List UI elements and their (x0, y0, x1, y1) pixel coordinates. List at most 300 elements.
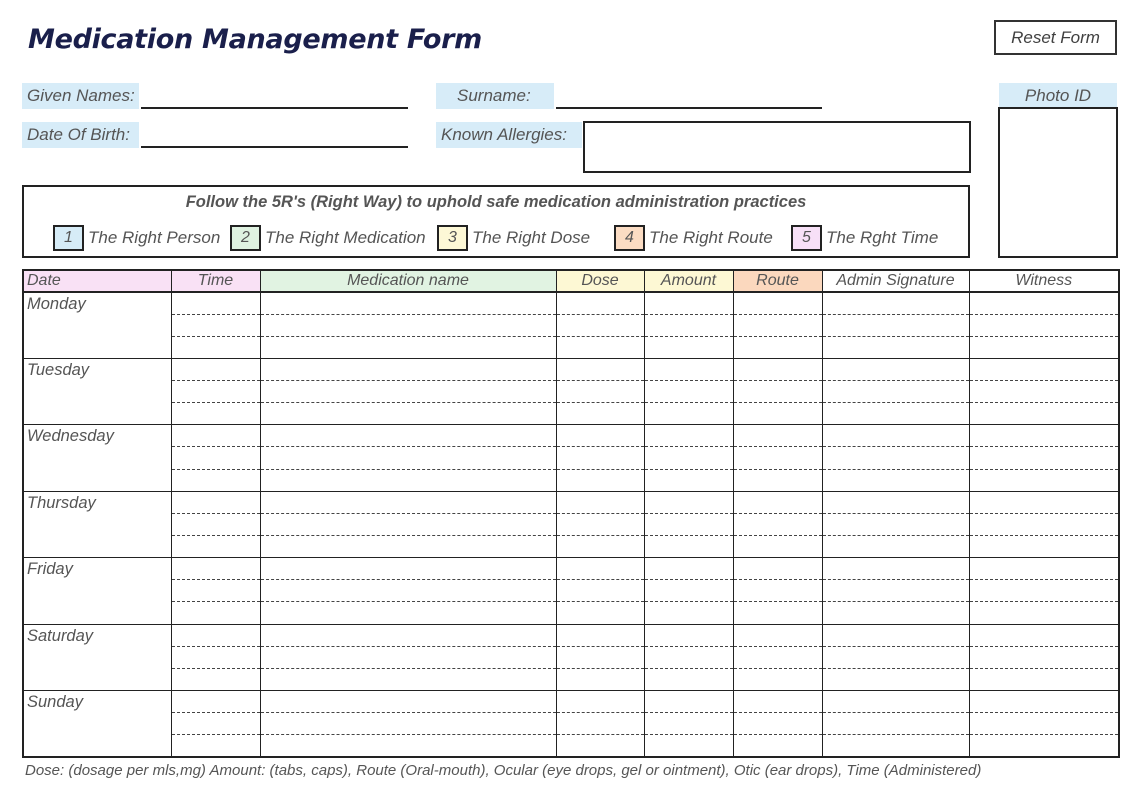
medication-cell (260, 513, 556, 535)
dob-input[interactable] (141, 126, 408, 148)
medication-input[interactable] (261, 536, 556, 557)
signature-input[interactable] (823, 625, 969, 646)
table-row (23, 624, 1119, 646)
signature-cell (822, 314, 969, 336)
amount-input[interactable] (645, 492, 733, 513)
amount-input[interactable] (645, 381, 733, 402)
rule-label: The Right Medication (265, 228, 426, 247)
witness-cell (969, 381, 1119, 403)
medication-cell (260, 403, 556, 425)
rule-number-badge: 4 (614, 225, 645, 251)
signature-input[interactable] (823, 735, 969, 756)
witness-cell (969, 713, 1119, 735)
signature-input[interactable] (823, 691, 969, 712)
signature-input[interactable] (823, 403, 969, 424)
dose-input[interactable] (557, 315, 644, 336)
signature-input[interactable] (823, 315, 969, 336)
witness-input[interactable] (970, 403, 1119, 424)
rule-right-time (791, 225, 938, 251)
amount-input[interactable] (645, 514, 733, 535)
dose-cell (556, 602, 644, 624)
dose-input[interactable] (557, 691, 644, 712)
signature-input[interactable] (823, 381, 969, 402)
medication-cell (260, 713, 556, 735)
route-input[interactable] (734, 492, 822, 513)
signature-input[interactable] (823, 647, 969, 668)
signature-input[interactable] (823, 669, 969, 690)
signature-cell (822, 735, 969, 757)
table-row (23, 602, 1119, 624)
time-input[interactable] (172, 403, 260, 424)
table-row (23, 425, 1119, 447)
signature-cell (822, 624, 969, 646)
witness-cell (969, 513, 1119, 535)
route-input[interactable] (734, 293, 822, 314)
amount-cell (644, 403, 733, 425)
amount-input[interactable] (645, 558, 733, 579)
dose-input[interactable] (557, 625, 644, 646)
dose-cell (556, 491, 644, 513)
dose-input[interactable] (557, 735, 644, 756)
dose-input[interactable] (557, 403, 644, 424)
dose-cell (556, 425, 644, 447)
signature-cell (822, 713, 969, 735)
route-input[interactable] (734, 470, 822, 491)
photo-id-box[interactable] (998, 107, 1118, 258)
route-input[interactable] (734, 514, 822, 535)
time-input[interactable] (172, 558, 260, 579)
five-rights-panel (22, 185, 970, 258)
dose-input[interactable] (557, 293, 644, 314)
allergies-label: Known Allergies: (436, 122, 582, 148)
amount-input[interactable] (645, 647, 733, 668)
dose-input[interactable] (557, 647, 644, 668)
time-cell (171, 558, 260, 580)
dose-cell (556, 381, 644, 403)
witness-cell (969, 602, 1119, 624)
medication-input[interactable] (261, 425, 556, 446)
time-input[interactable] (172, 735, 260, 756)
medication-input[interactable] (261, 735, 556, 756)
dose-cell (556, 691, 644, 713)
medication-cell (260, 381, 556, 403)
table-row (23, 580, 1119, 602)
medication-input[interactable] (261, 447, 556, 468)
amount-input[interactable] (645, 602, 733, 623)
route-input[interactable] (734, 315, 822, 336)
time-input[interactable] (172, 447, 260, 468)
signature-input[interactable] (823, 293, 969, 314)
header-date: Date (23, 270, 171, 292)
route-cell (733, 491, 822, 513)
amount-input[interactable] (645, 625, 733, 646)
amount-input[interactable] (645, 359, 733, 380)
witness-cell (969, 646, 1119, 668)
witness-cell (969, 292, 1119, 314)
signature-input[interactable] (823, 492, 969, 513)
header-amount: Amount (644, 270, 733, 292)
medication-cell (260, 469, 556, 491)
amount-cell (644, 447, 733, 469)
day-cell: Wednesday (23, 425, 171, 491)
dose-input[interactable] (557, 580, 644, 601)
rule-number-badge: 1 (53, 225, 84, 251)
time-cell (171, 735, 260, 757)
dose-cell (556, 358, 644, 380)
witness-input[interactable] (970, 647, 1119, 668)
signature-input[interactable] (823, 470, 969, 491)
witness-input[interactable] (970, 536, 1119, 557)
route-cell (733, 668, 822, 690)
witness-input[interactable] (970, 735, 1119, 756)
amount-cell (644, 469, 733, 491)
signature-input[interactable] (823, 359, 969, 380)
table-row (23, 691, 1119, 713)
route-cell (733, 381, 822, 403)
medication-input[interactable] (261, 625, 556, 646)
time-cell (171, 358, 260, 380)
witness-cell (969, 314, 1119, 336)
amount-input[interactable] (645, 669, 733, 690)
witness-input[interactable] (970, 580, 1119, 601)
witness-input[interactable] (970, 558, 1119, 579)
amount-cell (644, 381, 733, 403)
witness-input[interactable] (970, 669, 1119, 690)
medication-input[interactable] (261, 514, 556, 535)
time-cell (171, 513, 260, 535)
witness-cell (969, 735, 1119, 757)
route-input[interactable] (734, 647, 822, 668)
witness-input[interactable] (970, 602, 1119, 623)
dose-input[interactable] (557, 381, 644, 402)
route-cell (733, 624, 822, 646)
rule-right-medication (230, 225, 426, 251)
day-cell: Saturday (23, 624, 171, 690)
time-cell (171, 646, 260, 668)
dose-input[interactable] (557, 558, 644, 579)
route-input[interactable] (734, 580, 822, 601)
witness-cell (969, 558, 1119, 580)
photo-id-label: Photo ID (999, 83, 1117, 108)
time-cell (171, 491, 260, 513)
dose-cell (556, 469, 644, 491)
medication-input[interactable] (261, 470, 556, 491)
rule-number-badge: 2 (230, 225, 261, 251)
witness-input[interactable] (970, 470, 1119, 491)
amount-input[interactable] (645, 315, 733, 336)
table-row (23, 292, 1119, 314)
time-cell (171, 292, 260, 314)
witness-input[interactable] (970, 691, 1119, 712)
table-row (23, 403, 1119, 425)
route-cell (733, 580, 822, 602)
route-input[interactable] (734, 447, 822, 468)
table-row (23, 558, 1119, 580)
medication-input[interactable] (261, 315, 556, 336)
given-names-label: Given Names: (22, 83, 139, 109)
amount-input[interactable] (645, 713, 733, 734)
signature-input[interactable] (823, 425, 969, 446)
medication-input[interactable] (261, 669, 556, 690)
route-input[interactable] (734, 669, 822, 690)
witness-cell (969, 469, 1119, 491)
dose-cell (556, 336, 644, 358)
signature-cell (822, 469, 969, 491)
dose-cell (556, 513, 644, 535)
route-cell (733, 536, 822, 558)
route-input[interactable] (734, 691, 822, 712)
dose-input[interactable] (557, 713, 644, 734)
allergies-input[interactable] (583, 121, 971, 173)
medication-input[interactable] (261, 381, 556, 402)
route-input[interactable] (734, 602, 822, 623)
time-input[interactable] (172, 669, 260, 690)
dose-cell (556, 646, 644, 668)
amount-input[interactable] (645, 580, 733, 601)
route-cell (733, 558, 822, 580)
time-input[interactable] (172, 713, 260, 734)
time-cell (171, 580, 260, 602)
time-cell (171, 536, 260, 558)
route-cell (733, 691, 822, 713)
table-row (23, 668, 1119, 690)
rule-label: The Right Person (88, 228, 221, 247)
medication-cell (260, 491, 556, 513)
witness-input[interactable] (970, 425, 1119, 446)
dose-input[interactable] (557, 447, 644, 468)
dose-input[interactable] (557, 536, 644, 557)
witness-input[interactable] (970, 713, 1119, 734)
rule-label: The Rght Time (826, 228, 939, 247)
day-cell: Thursday (23, 491, 171, 557)
table-row (23, 735, 1119, 757)
table-header-row (23, 270, 1119, 292)
dose-cell (556, 314, 644, 336)
dose-cell (556, 292, 644, 314)
signature-cell (822, 425, 969, 447)
medication-input[interactable] (261, 602, 556, 623)
amount-cell (644, 558, 733, 580)
header-dose: Dose (556, 270, 644, 292)
route-input[interactable] (734, 403, 822, 424)
time-input[interactable] (172, 625, 260, 646)
amount-cell (644, 580, 733, 602)
medication-input[interactable] (261, 558, 556, 579)
footnote: Dose: (dosage per mls,mg) Amount: (tabs, caps), Route (Oral-mouth), Ocular (eye drops, gel or ointment), Otic (ear drops), Time (Administered) (25, 762, 982, 779)
time-input[interactable] (172, 425, 260, 446)
medication-input[interactable] (261, 293, 556, 314)
amount-cell (644, 691, 733, 713)
time-input[interactable] (172, 315, 260, 336)
route-input[interactable] (734, 735, 822, 756)
day-cell: Sunday (23, 691, 171, 757)
surname-input[interactable] (556, 87, 822, 109)
rule-label: The Right Route (649, 228, 773, 247)
dob-label: Date Of Birth: (22, 122, 139, 148)
time-cell (171, 691, 260, 713)
time-input[interactable] (172, 470, 260, 491)
witness-input[interactable] (970, 315, 1119, 336)
route-cell (733, 403, 822, 425)
signature-input[interactable] (823, 447, 969, 468)
amount-input[interactable] (645, 447, 733, 468)
dose-input[interactable] (557, 602, 644, 623)
amount-cell (644, 491, 733, 513)
signature-cell (822, 513, 969, 535)
day-cell: Friday (23, 558, 171, 624)
signature-input[interactable] (823, 558, 969, 579)
route-input[interactable] (734, 337, 822, 358)
medication-cell (260, 425, 556, 447)
signature-input[interactable] (823, 713, 969, 734)
medication-input[interactable] (261, 713, 556, 734)
witness-cell (969, 358, 1119, 380)
table-row (23, 358, 1119, 380)
amount-cell (644, 713, 733, 735)
medication-cell (260, 668, 556, 690)
medication-cell (260, 735, 556, 757)
route-input[interactable] (734, 625, 822, 646)
signature-input[interactable] (823, 536, 969, 557)
dose-cell (556, 668, 644, 690)
amount-cell (644, 425, 733, 447)
medication-cell (260, 624, 556, 646)
medication-input[interactable] (261, 337, 556, 358)
amount-input[interactable] (645, 470, 733, 491)
time-input[interactable] (172, 580, 260, 601)
dose-cell (556, 447, 644, 469)
signature-input[interactable] (823, 602, 969, 623)
amount-input[interactable] (645, 691, 733, 712)
medication-cell (260, 580, 556, 602)
dose-input[interactable] (557, 470, 644, 491)
signature-cell (822, 558, 969, 580)
dose-input[interactable] (557, 359, 644, 380)
witness-cell (969, 691, 1119, 713)
witness-input[interactable] (970, 625, 1119, 646)
signature-input[interactable] (823, 514, 969, 535)
day-cell: Monday (23, 292, 171, 358)
signature-cell (822, 646, 969, 668)
time-cell (171, 624, 260, 646)
rule-number-badge: 3 (437, 225, 468, 251)
medication-cell (260, 691, 556, 713)
medication-cell (260, 358, 556, 380)
amount-input[interactable] (645, 337, 733, 358)
signature-input[interactable] (823, 580, 969, 601)
medication-cell (260, 646, 556, 668)
witness-cell (969, 403, 1119, 425)
time-cell (171, 668, 260, 690)
amount-cell (644, 735, 733, 757)
amount-input[interactable] (645, 735, 733, 756)
medication-input[interactable] (261, 492, 556, 513)
route-cell (733, 314, 822, 336)
time-input[interactable] (172, 602, 260, 623)
signature-cell (822, 602, 969, 624)
amount-cell (644, 336, 733, 358)
witness-input[interactable] (970, 514, 1119, 535)
dose-cell (556, 580, 644, 602)
route-input[interactable] (734, 381, 822, 402)
amount-cell (644, 358, 733, 380)
witness-input[interactable] (970, 492, 1119, 513)
header-witness: Witness (969, 270, 1119, 292)
rule-right-dose (437, 225, 590, 251)
route-cell (733, 469, 822, 491)
medication-input[interactable] (261, 647, 556, 668)
amount-cell (644, 314, 733, 336)
reset-form-button[interactable]: Reset Form (994, 20, 1117, 55)
witness-input[interactable] (970, 381, 1119, 402)
dose-input[interactable] (557, 337, 644, 358)
table-row (23, 314, 1119, 336)
time-cell (171, 602, 260, 624)
medication-cell (260, 292, 556, 314)
amount-input[interactable] (645, 536, 733, 557)
route-input[interactable] (734, 558, 822, 579)
time-cell (171, 447, 260, 469)
dose-input[interactable] (557, 514, 644, 535)
dose-input[interactable] (557, 425, 644, 446)
amount-cell (644, 292, 733, 314)
route-input[interactable] (734, 713, 822, 734)
time-input[interactable] (172, 337, 260, 358)
witness-cell (969, 447, 1119, 469)
route-input[interactable] (734, 425, 822, 446)
amount-cell (644, 646, 733, 668)
time-input[interactable] (172, 359, 260, 380)
medication-input[interactable] (261, 359, 556, 380)
witness-input[interactable] (970, 359, 1119, 380)
time-cell (171, 469, 260, 491)
medication-input[interactable] (261, 691, 556, 712)
route-cell (733, 336, 822, 358)
medication-input[interactable] (261, 403, 556, 424)
dose-input[interactable] (557, 669, 644, 690)
time-input[interactable] (172, 293, 260, 314)
table-row (23, 381, 1119, 403)
table-row (23, 469, 1119, 491)
rule-right-person (53, 225, 220, 251)
dose-input[interactable] (557, 492, 644, 513)
time-cell (171, 713, 260, 735)
amount-input[interactable] (645, 425, 733, 446)
amount-input[interactable] (645, 403, 733, 424)
table-row (23, 491, 1119, 513)
signature-cell (822, 447, 969, 469)
route-cell (733, 713, 822, 735)
witness-cell (969, 536, 1119, 558)
amount-input[interactable] (645, 293, 733, 314)
witness-cell (969, 336, 1119, 358)
time-input[interactable] (172, 536, 260, 557)
given-names-input[interactable] (141, 87, 408, 109)
time-input[interactable] (172, 647, 260, 668)
signature-input[interactable] (823, 337, 969, 358)
time-input[interactable] (172, 492, 260, 513)
route-input[interactable] (734, 359, 822, 380)
witness-input[interactable] (970, 337, 1119, 358)
medication-input[interactable] (261, 580, 556, 601)
time-input[interactable] (172, 691, 260, 712)
rule-number-badge: 5 (791, 225, 822, 251)
route-input[interactable] (734, 536, 822, 557)
time-input[interactable] (172, 381, 260, 402)
witness-input[interactable] (970, 293, 1119, 314)
time-input[interactable] (172, 514, 260, 535)
witness-input[interactable] (970, 447, 1119, 468)
